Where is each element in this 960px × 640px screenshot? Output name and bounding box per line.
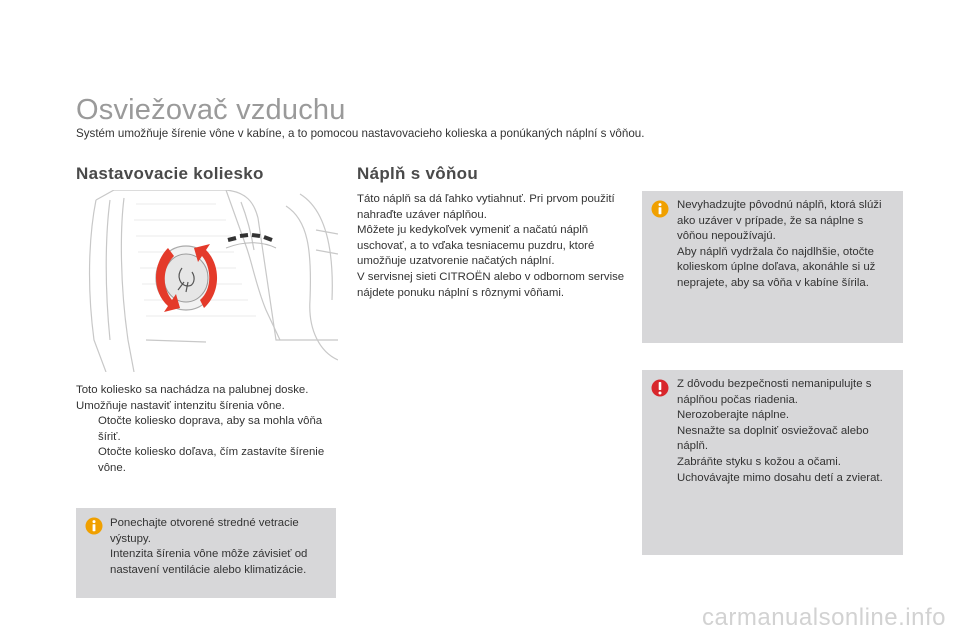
note-line: Ponechajte otvorené stredné vetracie výstupy. (110, 517, 299, 545)
wheel-section-text (76, 383, 338, 477)
page-subtitle: Systém umožňuje šírenie vône v kabíne, a to pomocou nastavovacieho kolieska a ponúkaných náplní s vôňou. (76, 127, 645, 140)
safety-warning-note (642, 370, 903, 555)
refill-text-line: V servisnej sieti CITROËN alebo v odbornom servise nájdete ponuku náplní s rôznymi vôňami. (357, 270, 625, 299)
wheel-text-line: Toto koliesko sa nachádza na palubnej doske. (76, 384, 309, 396)
note-line: Nevyhadzujte pôvodnú náplň, ktorá slúži ako uzáver v prípade, že sa náplne s vôňou nepoužívajú. (677, 199, 882, 243)
note-line: Uchovávajte mimo dosahu detí a zvierat. (677, 471, 883, 484)
note-line: Intenzita šírenia vône môže závisieť od nastavení ventilácie alebo klimatizácie. (110, 548, 308, 576)
bullet-text: Otočte koliesko doľava, čím zastavíte šírenie vône. (98, 446, 325, 474)
refill-text-line: Táto náplň sa dá ľahko vytiahnuť. Pri prvom použití nahraďte uzáver náplňou. (357, 193, 615, 221)
note-line: Aby náplň vydržala čo najdlhšie, otočte kolieskom úplne doľava, akonáhle si už neprajete, aby sa vôňa v kabíne šírila. (677, 245, 876, 289)
vents-info-note (76, 508, 336, 598)
bullet-text: Otočte koliesko doprava, aby sa mohla vôňa šíriť. (98, 415, 323, 443)
page-title: Osviežovač vzduchu (76, 94, 346, 126)
note-line: Z dôvodu bezpečnosti nemanipulujte s náplňou počas riadenia. (677, 378, 872, 406)
wheel-bullet-list (76, 414, 338, 476)
warning-icon (651, 379, 669, 397)
note-line: Nerozoberajte náplne. (677, 409, 790, 422)
wheel-text-line: Umožňuje nastaviť intenzitu šírenia vône. (76, 399, 285, 412)
adjustment-wheel-illustration (76, 190, 338, 372)
list-item (76, 414, 338, 445)
refill-section-heading: Náplň s vôňou (357, 164, 479, 183)
watermark: carmanualsonline.info (702, 604, 946, 631)
wheel-section-heading: Nastavovacie koliesko (76, 164, 264, 183)
list-item (76, 445, 338, 476)
original-refill-info-note (642, 191, 903, 343)
refill-section-text (357, 192, 627, 301)
note-line: Nesnažte sa doplniť osviežovač alebo náplň. (677, 424, 869, 453)
note-line: Zabráňte styku s kožou a očami. (677, 455, 841, 468)
info-icon (85, 517, 103, 535)
info-icon (651, 200, 669, 218)
refill-text-line: Môžete ju kedykoľvek vymeniť a načatú náplň uschovať, a to vďaka tesniacemu puzdru, ktoré umožňuje uzatvorenie načatých náplní. (357, 224, 595, 268)
